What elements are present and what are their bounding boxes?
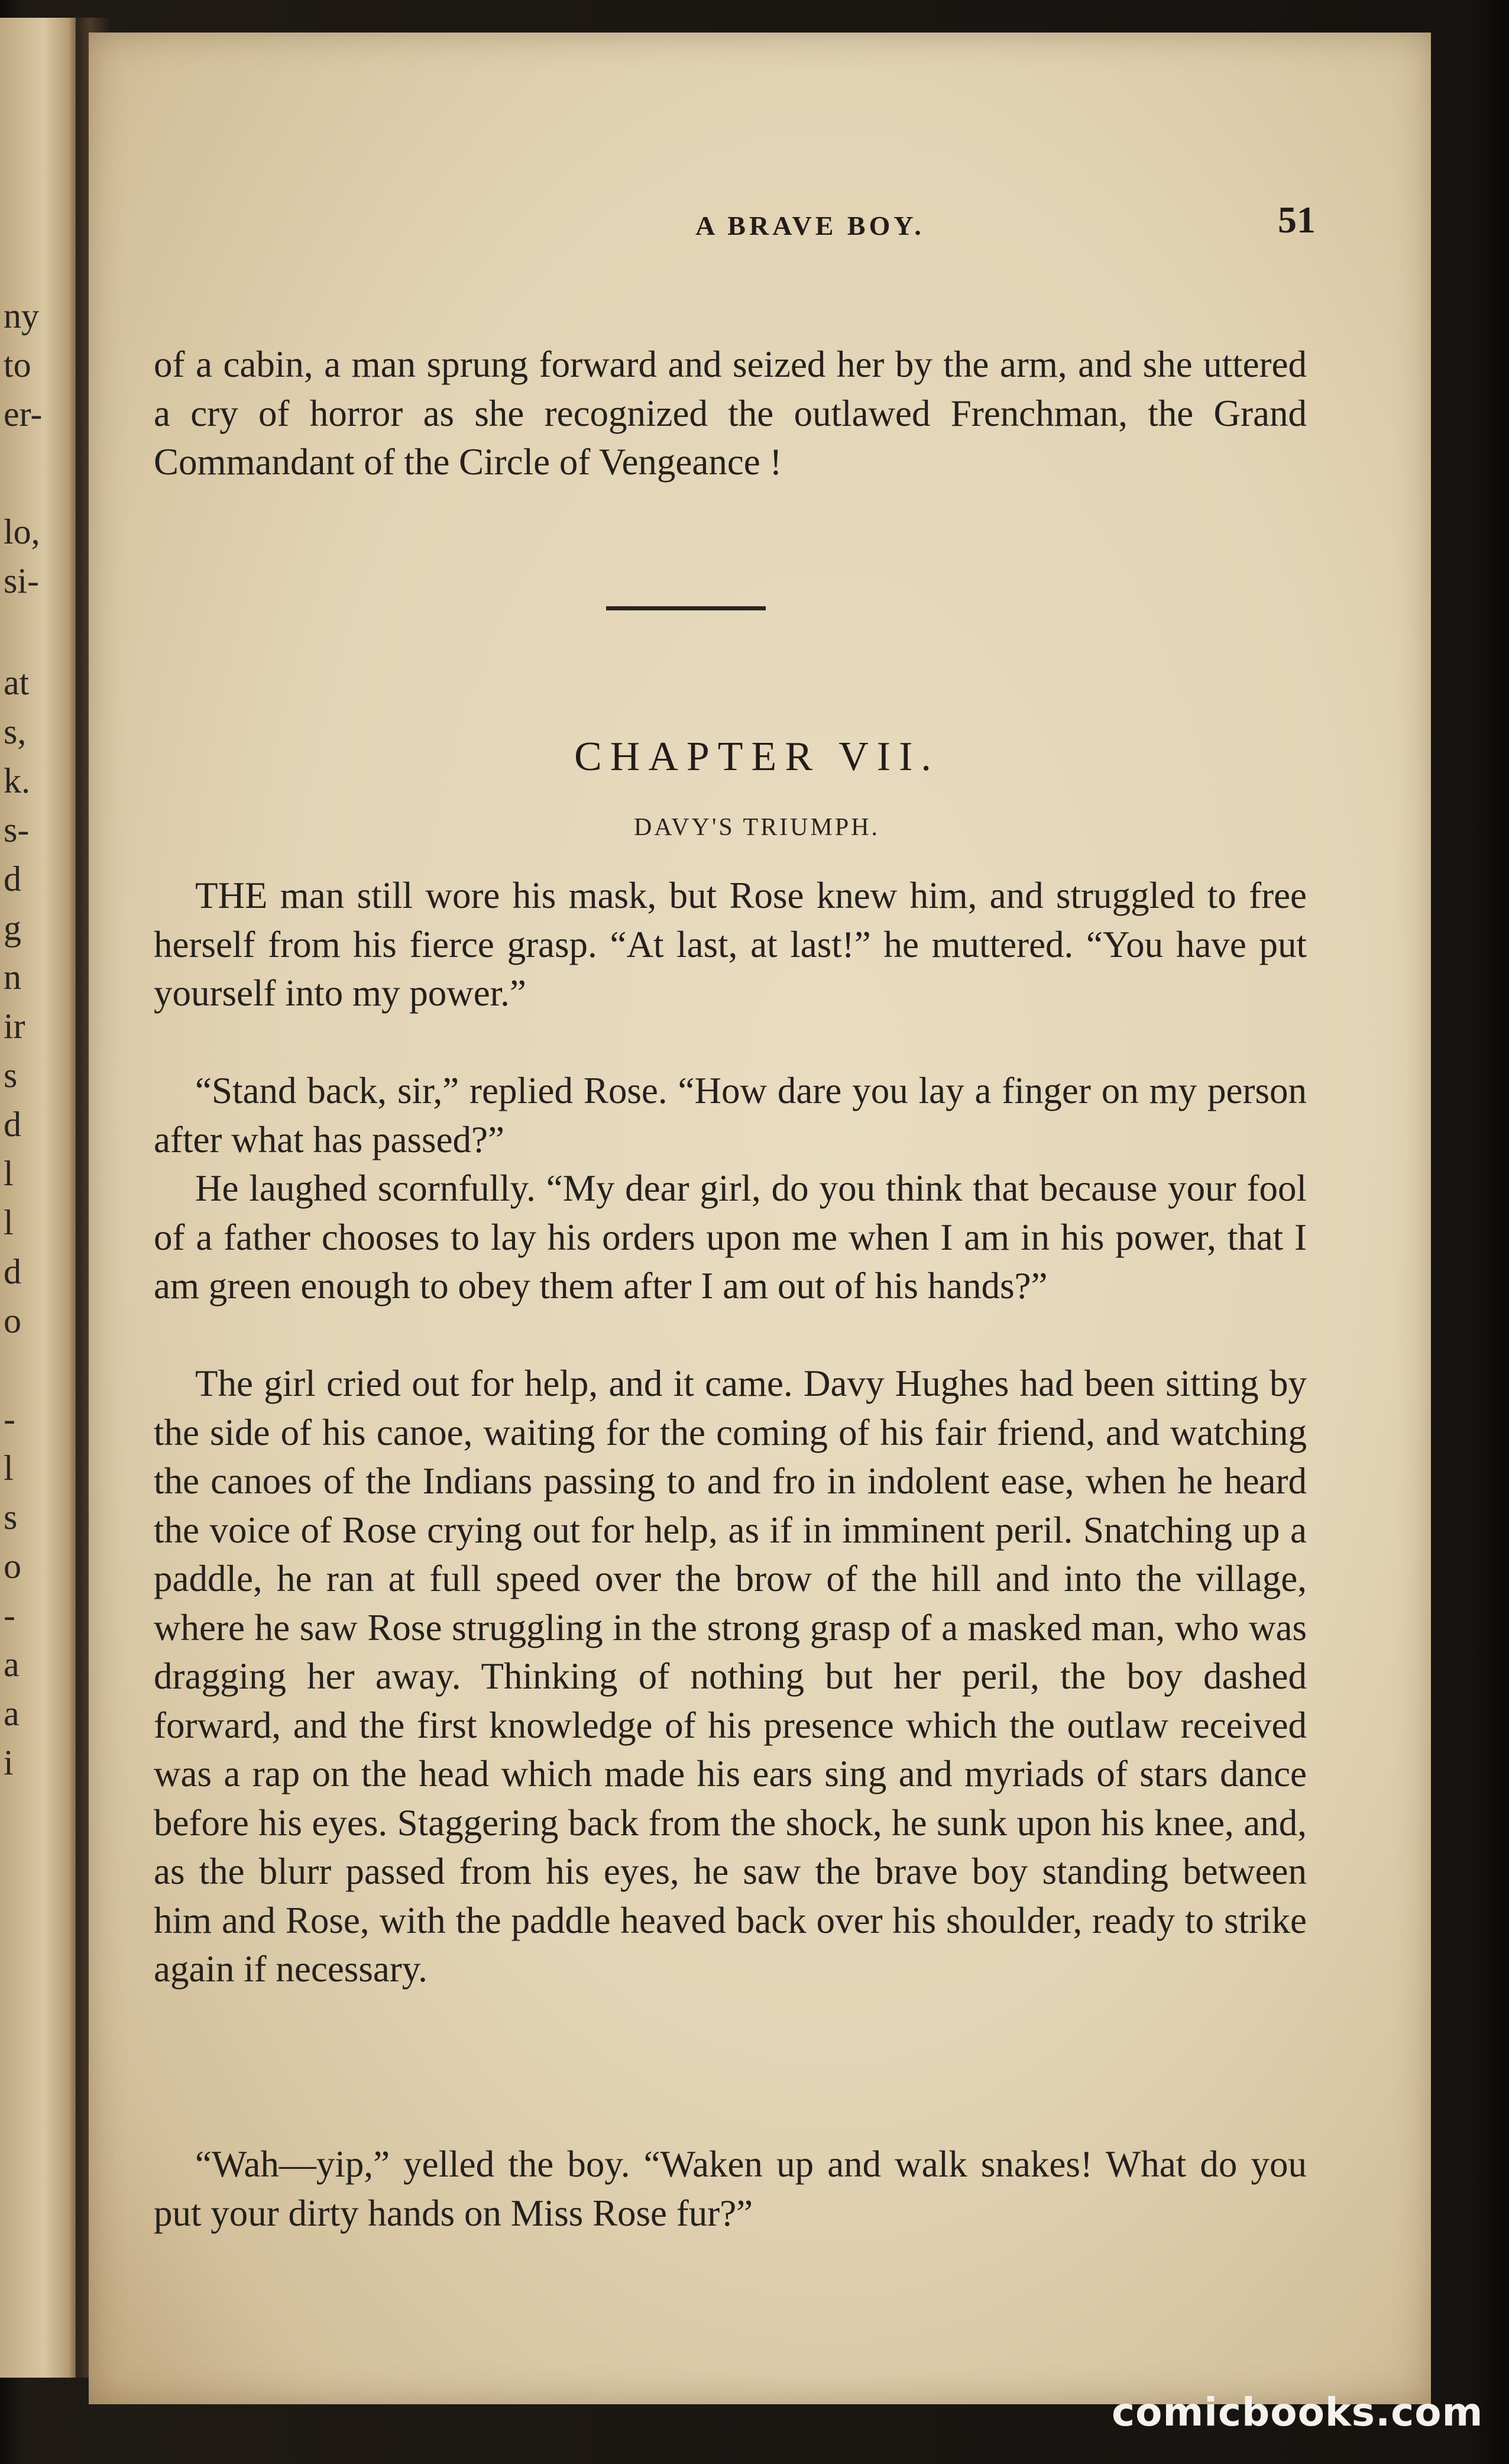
facing-page-fragment: s <box>4 1056 18 1095</box>
facing-page-fragment: s, <box>4 712 27 751</box>
facing-page-fragment: a <box>4 1645 20 1684</box>
facing-page-fragment: s <box>4 1498 18 1537</box>
site-watermark: comicbooks.com <box>1112 2389 1484 2435</box>
body-paragraph: “Wah—yip,” yelled the boy. “Waken up and walk snakes! What do you put your dirty hands on Miss Rose fur?” <box>154 2143 1307 2234</box>
facing-page-fragment: - <box>4 1399 15 1438</box>
page-number: 51 <box>1278 199 1316 241</box>
facing-page-fragment: to <box>4 345 31 384</box>
facing-page-fragment: o <box>4 1547 21 1586</box>
facing-page-fragment: k. <box>4 761 30 800</box>
facing-page-fragment: ny <box>4 296 39 335</box>
continuation-paragraph: of a cabin, a man sprung forward and seized her by the arm, and she uttered a cry of horror as she recognized the outlawed Frenchman, the Grand Commandant of the Circle of Vengeance ! <box>154 344 1307 483</box>
facing-page-fragment: ir <box>4 1007 25 1046</box>
body-paragraph: “Stand back, sir,” replied Rose. “How dare you lay a finger on my person after what has passed?” <box>154 1070 1307 1160</box>
facing-page-fragment: i <box>4 1743 14 1782</box>
book-page <box>89 33 1431 2404</box>
facing-page-edge <box>0 18 80 2378</box>
facing-page-fragment: n <box>4 958 21 997</box>
facing-page-fragment: g <box>4 908 21 948</box>
body-paragraph: THE man still wore his mask, but Rose knew him, and struggled to free herself from his fierce grasp. “At last, at last!” he muttered. “You have put yourself into my power.” <box>154 875 1307 1014</box>
body-paragraph: He laughed scornfully. “My dear girl, do you think that because your fool of a father chooses to lay his orders upon me when I am in his power, that I am green enough to obey them after I am out of his hands?” <box>154 1168 1307 1307</box>
facing-page-fragment: er- <box>4 395 43 434</box>
running-head: A BRAVE BOY. <box>695 211 925 241</box>
facing-page-fragment: a <box>4 1694 20 1733</box>
chapter-subtitle: DAVY'S TRIUMPH. <box>633 814 880 841</box>
facing-page-fragment: o <box>4 1301 21 1340</box>
section-divider <box>606 606 766 610</box>
facing-page-fragment: l <box>4 1154 14 1193</box>
facing-page-fragment: - <box>4 1596 15 1635</box>
facing-page-fragment: d <box>4 1105 21 1144</box>
facing-page-fragment: d <box>4 1252 21 1291</box>
facing-page-fragment: si- <box>4 561 39 600</box>
chapter-heading: CHAPTER VII. <box>574 734 940 780</box>
facing-page-fragment: l <box>4 1448 14 1488</box>
body-paragraph: The girl cried out for help, and it came. Davy Hughes had been sitting by the side of his canoe, waiting for the coming of his fair friend, and watching the canoes of the Indians passing to and fro in indolent ease, when he heard the voice of Rose crying out for help, as if in imminent peril. Snatching up a paddle, he ran at full speed over the brow of the hill and into the village, where he saw Rose struggling in the strong grasp of a masked man, who was dragging her away. Thinking of nothing but her peril, the boy dashed forward, and the first knowledge of his presence which the outlaw received was a rap on the head which made his ears sing and myriads of stars dance before his eyes. Staggering back from the shock, he sunk upon his knee, and, as the blurr passed from his eyes, he saw the brave boy standing between him and Rose, with the paddle heaved back over his shoulder, ready to strike again if necessary. <box>154 1363 1307 1990</box>
facing-page-fragment: at <box>4 663 30 702</box>
facing-page-fragment: lo, <box>4 512 40 551</box>
facing-page-fragment: l <box>4 1203 14 1242</box>
facing-page-fragment: d <box>4 859 21 898</box>
facing-page-fragment: s- <box>4 810 30 849</box>
